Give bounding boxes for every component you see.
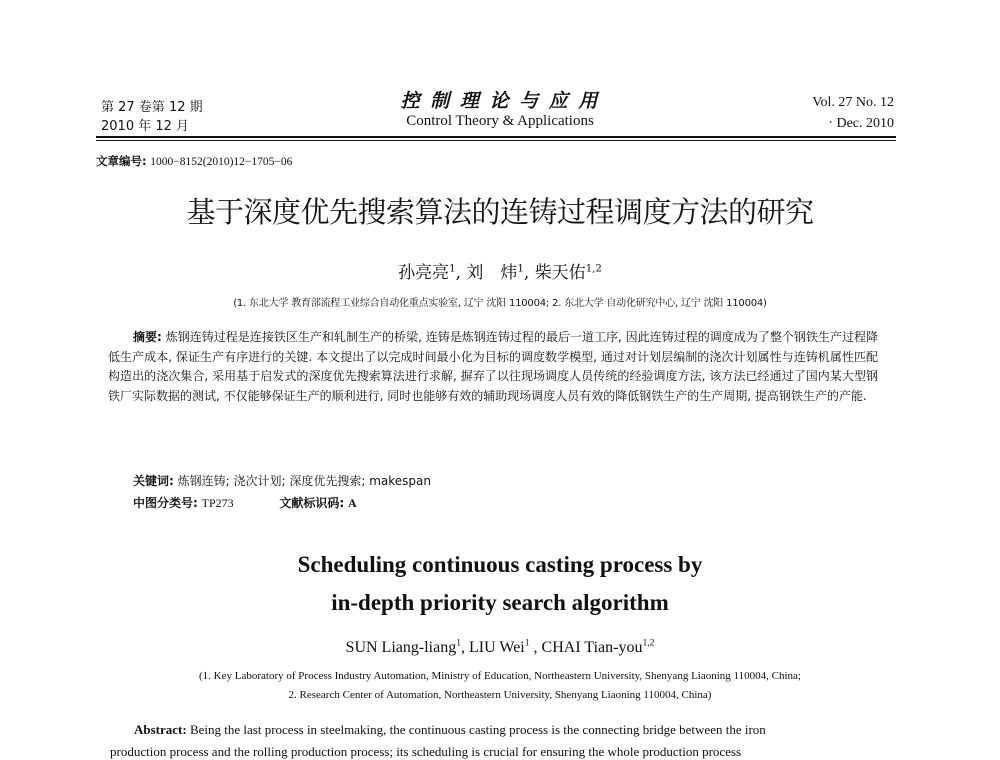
author-cn-2: 刘 炜$^1$, bbox=[466, 263, 535, 283]
journal-title-cn: 控 制 理 论 与 应 用 bbox=[400, 90, 600, 112]
abstract-cn-label: 摘要: bbox=[133, 330, 162, 344]
keywords-cn bbox=[133, 472, 431, 489]
abstract-en-text-1: Being the last process in steelmaking, the continuous casting process is the connecting bridge between the iron bbox=[189, 722, 766, 737]
date-en: · Dec. 2010 bbox=[828, 116, 894, 131]
article-number-value: 1000−8152(2010)12−1705−06 bbox=[150, 156, 293, 168]
keywords-cn-label: 关键词: bbox=[133, 474, 174, 488]
affiliation-en-line2: 2. Research Center of Automation, Northeastern University, Shenyang Liaoning 110004, China) bbox=[288, 689, 712, 701]
abstract-cn bbox=[108, 328, 878, 406]
volume-en: Vol. 27 No. 12 bbox=[812, 95, 894, 110]
document-code-value: A bbox=[347, 496, 357, 510]
author-en-2: LIU Wei$^1$ , bbox=[469, 637, 542, 656]
abstract-en-label: Abstract: bbox=[134, 722, 187, 737]
article-number bbox=[96, 153, 292, 169]
abstract-en-line2: production process and the rolling production process; its scheduling is crucial for ensuring the whole production process bbox=[110, 744, 742, 759]
paper-title-cn: 基于深度优先搜索算法的连铸过程调度方法的研究 bbox=[186, 195, 814, 229]
article-number-label: 文章编号: bbox=[96, 154, 147, 168]
author-en-1: SUN Liang-liang$^1$, bbox=[345, 637, 469, 656]
journal-title-en: Control Theory & Applications bbox=[406, 113, 594, 129]
classification-line bbox=[133, 494, 357, 511]
authors-en bbox=[0, 639, 1000, 657]
classification-label: 中图分类号: bbox=[133, 496, 198, 510]
affiliation-en-line1: (1. Key Laboratory of Process Industry Automation, Ministry of Education, Northeastern University, Shenyang Liaoning 110004, China; bbox=[199, 670, 801, 682]
keywords-cn-text: 炼钢连铸; 浇次计划; 深度优先搜索; makespan bbox=[177, 474, 431, 488]
author-en-3: CHAI Tian-you$^{1,2}$ bbox=[541, 637, 655, 656]
abstract-en-line1 bbox=[134, 722, 766, 738]
affiliation-cn: (1. 东北大学 教育部流程工业综合自动化重点实验室, 辽宁 沈阳 110004; 2. 东北大学 自动化研究中心, 辽宁 沈阳 110004) bbox=[233, 298, 767, 309]
volume-cn: 第 27 卷第 12 期 bbox=[101, 100, 203, 115]
author-cn-3: 柴天佑$^{1,2}$ bbox=[534, 263, 602, 283]
authors-cn bbox=[0, 258, 1000, 283]
author-cn-1: 孙亮亮$^1$, bbox=[398, 263, 467, 283]
abstract-cn-text: 炼钢连铸过程是连接铁区生产和轧制生产的桥梁, 连铸是炼钢连铸过程的最后一道工序, 因此连铸过程的调度成为了整个钢铁生产过程降低生产成本, 保证生产有序进行的关键. 本文提出了以完成时间最小化为目标的调度数学模型, 通过对计划层编制的浇次计划属性与连铸机属性匹配构造出的浇次集合, 采用基于启发式的深度优先搜索算法进行求解, 摒弃了以往现场调度人员传统的经验调度方法, 该方法已经通过了国内某大型钢铁厂实际数据的测试, 不仅能够保证生产的顺利进行, 同时也能够有效的辅助现场调度人员有效的降低钢铁生产的生产周期, 提高钢铁生产的产能. bbox=[108, 330, 878, 403]
classification-value: TP273 bbox=[201, 496, 234, 510]
paper-title-en-line2: in-depth priority search algorithm bbox=[331, 590, 669, 615]
paper-title-en-line1: Scheduling continuous casting process by bbox=[297, 552, 703, 577]
header-rule-thick bbox=[96, 136, 896, 138]
date-cn: 2010 年 12 月 bbox=[101, 119, 190, 134]
header-rule-thin bbox=[96, 140, 896, 141]
document-code-label: 文献标识码: bbox=[279, 496, 345, 510]
